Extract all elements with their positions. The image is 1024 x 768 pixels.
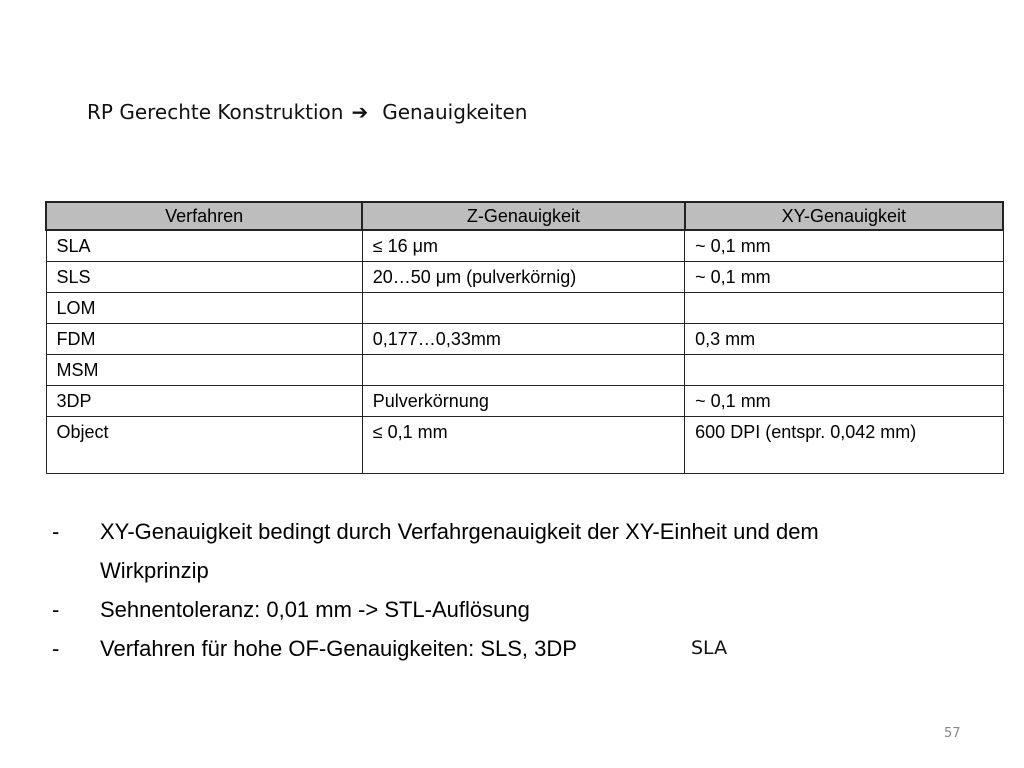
header-z-genauigkeit: Z-Genauigkeit <box>362 202 684 230</box>
cell-xy-genauigkeit <box>685 355 1003 386</box>
table-row <box>46 386 1003 417</box>
cell-z-genauigkeit: ≤ 0,1 mm <box>362 417 684 474</box>
cell-z-genauigkeit: 20…50 μm (pulverkörnig) <box>362 262 684 293</box>
bullet-text: Wirkprinzip <box>100 558 209 583</box>
cell-z-genauigkeit <box>362 355 684 386</box>
table-row <box>46 230 1003 262</box>
bullet-text: Sehnentoleranz: 0,01 mm -> STL-Auflösung <box>100 597 530 622</box>
bullet-dash: - <box>52 597 60 622</box>
list-item-continuation <box>52 551 819 590</box>
table-row <box>46 324 1003 355</box>
title-right: Genauigkeiten <box>382 100 528 124</box>
cell-verfahren: Object <box>46 417 362 474</box>
header-verfahren: Verfahren <box>46 202 362 230</box>
table-row <box>46 262 1003 293</box>
cell-verfahren: 3DP <box>46 386 362 417</box>
cell-xy-genauigkeit: 0,3 mm <box>685 324 1003 355</box>
cell-z-genauigkeit <box>362 293 684 324</box>
header-xy-genauigkeit: XY-Genauigkeit <box>685 202 1003 230</box>
list-item <box>52 590 819 629</box>
bullet-text: XY-Genauigkeit bedingt durch Verfahrgenauigkeit der XY-Einheit und dem <box>100 519 819 544</box>
title-left: RP Gerechte Konstruktion <box>87 100 344 124</box>
list-item <box>52 512 819 551</box>
cell-xy-genauigkeit <box>685 293 1003 324</box>
annotation-sla: SLA <box>691 637 728 659</box>
bullet-dash: - <box>52 519 60 544</box>
bullet-text: Verfahren für hohe OF-Genauigkeiten: SLS, 3DP <box>100 636 577 661</box>
cell-verfahren: FDM <box>46 324 362 355</box>
table-row <box>46 293 1003 324</box>
cell-z-genauigkeit: 0,177…0,33mm <box>362 324 684 355</box>
cell-xy-genauigkeit: 600 DPI (entspr. 0,042 mm) <box>685 417 1003 474</box>
cell-verfahren: MSM <box>46 355 362 386</box>
arrow-right-icon: ➔ <box>351 100 369 124</box>
table-header-row <box>46 202 1003 230</box>
page-number: 57 <box>944 726 961 741</box>
accuracy-table <box>45 201 1004 474</box>
slide-title <box>87 100 527 124</box>
table-row <box>46 417 1003 474</box>
cell-verfahren: SLS <box>46 262 362 293</box>
cell-xy-genauigkeit: ~ 0,1 mm <box>685 230 1003 262</box>
cell-z-genauigkeit: Pulverkörnung <box>362 386 684 417</box>
cell-verfahren: SLA <box>46 230 362 262</box>
bullet-dash: - <box>52 636 60 661</box>
cell-xy-genauigkeit: ~ 0,1 mm <box>685 262 1003 293</box>
cell-xy-genauigkeit: ~ 0,1 mm <box>685 386 1003 417</box>
cell-verfahren: LOM <box>46 293 362 324</box>
table-row <box>46 355 1003 386</box>
cell-z-genauigkeit: ≤ 16 μm <box>362 230 684 262</box>
